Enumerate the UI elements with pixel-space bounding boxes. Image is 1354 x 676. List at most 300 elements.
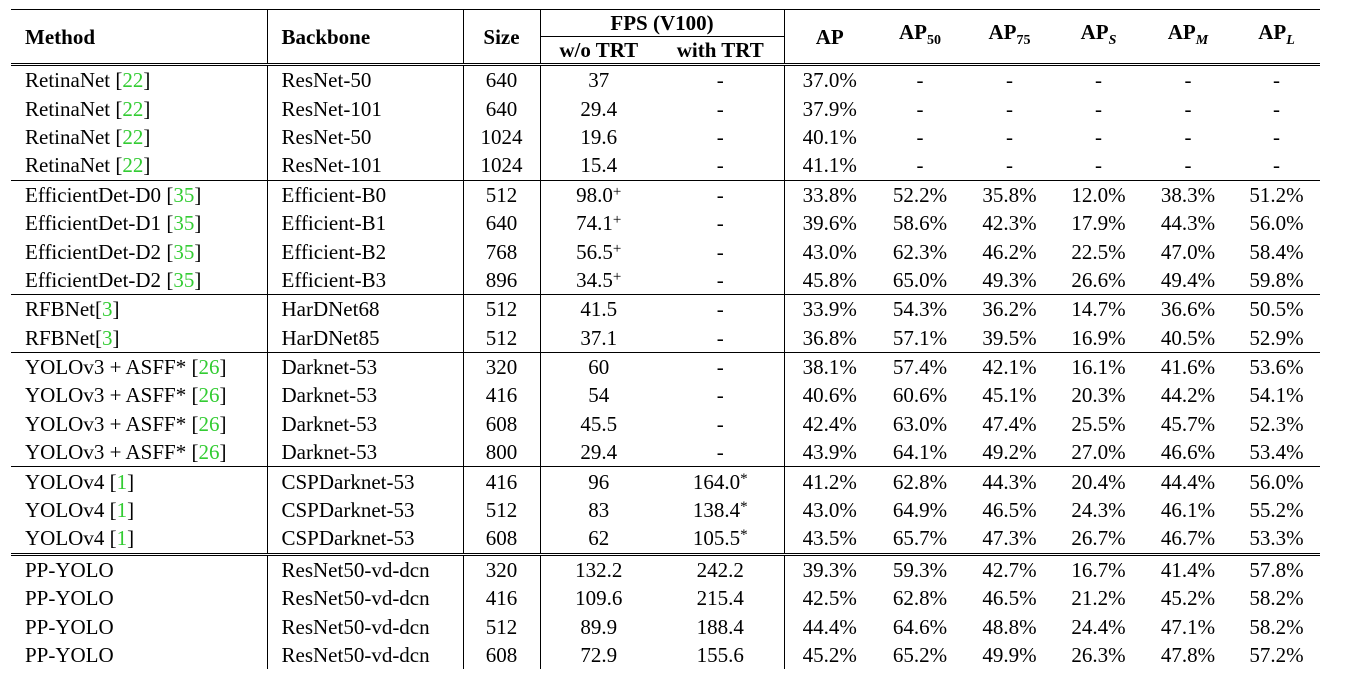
- aps-cell: [1054, 467, 1143, 496]
- fps-wo-trt-value: 37: [588, 68, 610, 93]
- fps-with-trt-value: -: [716, 440, 724, 465]
- header-backbone: Backbone: [267, 10, 463, 65]
- ap-value: 37.9%: [802, 96, 857, 121]
- apm-cell: [1143, 612, 1233, 640]
- ap75-cell: [965, 467, 1054, 496]
- ap-cell: [784, 65, 875, 95]
- apl-value: 58.2%: [1249, 614, 1304, 639]
- table-row: [11, 584, 1320, 612]
- backbone-cell: [267, 612, 463, 640]
- apm-value: 44.4%: [1160, 469, 1216, 494]
- method-cell: RFBNet[3]: [11, 324, 267, 353]
- citation-link[interactable]: 35: [173, 211, 195, 236]
- apm-value: 36.6%: [1160, 297, 1216, 322]
- fps-wo-trt-cell: [540, 266, 657, 295]
- ap75-value: 46.2%: [982, 239, 1037, 264]
- ap75-cell: [965, 584, 1054, 612]
- ap-cell: [784, 612, 875, 640]
- ap50-cell: [875, 524, 965, 554]
- apl-cell: [1233, 237, 1320, 265]
- fps-wo-trt-value: 98.0: [576, 182, 613, 207]
- method-name: EfficientDet-D2: [25, 239, 162, 264]
- table-row: [11, 352, 1320, 381]
- citation-link[interactable]: 35: [173, 239, 195, 264]
- ap-cell: [784, 584, 875, 612]
- fps-with-trt-cell: [657, 410, 784, 438]
- citation-link[interactable]: 1: [116, 498, 128, 523]
- ap75-cell: [965, 352, 1054, 381]
- size-value: 768: [485, 239, 518, 264]
- table-row: [11, 641, 1320, 669]
- table-row: [11, 266, 1320, 295]
- fps-wo-trt-value: 34.5: [576, 267, 613, 292]
- ap75-value: 44.3%: [982, 469, 1037, 494]
- method-name: RFBNet: [25, 297, 96, 322]
- aps-value: 21.2%: [1071, 586, 1126, 611]
- apm-cell: [1143, 641, 1233, 669]
- fps-with-trt-value: 138.4: [692, 498, 741, 523]
- ap-cell: [784, 467, 875, 496]
- method-name: YOLOv4: [25, 469, 105, 494]
- apm-cell: [1143, 324, 1233, 353]
- fps-wo-trt-cell: [540, 209, 657, 237]
- backbone-cell: [267, 584, 463, 612]
- header-ap75: $AP_{75}$: [965, 10, 1054, 65]
- size-value: 512: [485, 182, 518, 207]
- method-name: EfficientDet-D0: [25, 182, 162, 207]
- ap-value: 33.8%: [802, 182, 857, 207]
- fps-wo-trt-cell: [540, 496, 657, 524]
- ap-cell: [784, 641, 875, 669]
- apl-value: -: [1273, 68, 1280, 93]
- ap-cell: [784, 266, 875, 295]
- ap75-value: 49.3%: [982, 267, 1037, 292]
- citation-link[interactable]: 1: [116, 526, 128, 551]
- fps-with-trt-cell: [657, 381, 784, 409]
- fps-wo-trt-value: 19.6: [580, 124, 618, 149]
- apl-cell: [1233, 410, 1320, 438]
- fps-wo-trt-cell: [540, 410, 657, 438]
- fps-with-trt-value: -: [716, 267, 724, 292]
- apm-value: 46.7%: [1160, 526, 1216, 551]
- table-row: [11, 151, 1320, 180]
- method-cell: [11, 641, 267, 669]
- apm-value: 49.4%: [1160, 267, 1216, 292]
- apm-cell: [1143, 295, 1233, 324]
- fps-with-trt-value: 188.4: [696, 614, 744, 639]
- ap75-cell: [965, 266, 1054, 295]
- citation-link[interactable]: 26: [198, 383, 220, 408]
- ap50-cell: [875, 266, 965, 295]
- size-cell: [463, 584, 540, 612]
- ap50-value: 59.3%: [892, 557, 948, 582]
- apm-cell: [1143, 438, 1233, 467]
- fps-mark: *: [740, 527, 748, 544]
- backbone-cell: [267, 151, 463, 180]
- size-cell: [463, 237, 540, 265]
- fps-with-trt-cell: [657, 584, 784, 612]
- backbone-cell: [267, 524, 463, 554]
- fps-with-trt-value: 215.4: [696, 586, 744, 611]
- ap50-value: 58.6%: [892, 211, 948, 236]
- size-cell: [463, 496, 540, 524]
- fps-wo-trt-cell: [540, 381, 657, 409]
- table-row: [11, 410, 1320, 438]
- backbone-cell: [267, 295, 463, 324]
- ap-cell: [784, 554, 875, 584]
- size-cell: [463, 467, 540, 496]
- method-name: PP-YOLO: [25, 557, 114, 582]
- table-row: [11, 180, 1320, 209]
- ap75-cell: [965, 381, 1054, 409]
- citation-link[interactable]: 35: [173, 182, 195, 207]
- fps-wo-trt-cell: [540, 467, 657, 496]
- citation-link[interactable]: 3: [102, 297, 113, 322]
- apm-cell: [1143, 381, 1233, 409]
- method-name: YOLOv4: [25, 526, 105, 551]
- backbone-cell: [267, 266, 463, 295]
- fps-wo-trt-cell: [540, 324, 657, 353]
- apm-value: -: [1184, 96, 1192, 121]
- table-row: [11, 209, 1320, 237]
- backbone-value: Efficient-B0: [281, 182, 387, 207]
- ap50-value: 64.1%: [892, 440, 948, 465]
- table-row: [11, 237, 1320, 265]
- aps-cell: [1054, 209, 1143, 237]
- apl-value: 58.2%: [1249, 586, 1304, 611]
- aps-cell: [1054, 324, 1143, 353]
- backbone-value: Efficient-B3: [281, 267, 387, 292]
- method-name: YOLOv4: [25, 498, 105, 523]
- ap-cell: [784, 496, 875, 524]
- aps-cell: [1054, 266, 1143, 295]
- ap-cell: [784, 324, 875, 353]
- fps-wo-trt-cell: [540, 151, 657, 180]
- ap50-cell: [875, 584, 965, 612]
- ap75-value: 49.2%: [982, 440, 1037, 465]
- method-cell: RetinaNet [22]: [11, 65, 267, 95]
- ap-value: 41.2%: [802, 469, 857, 494]
- method-name: RFBNet: [25, 325, 96, 350]
- method-cell: YOLOv3 + ASFF* [26]: [11, 381, 267, 409]
- ap50-cell: [875, 324, 965, 353]
- size-cell: [463, 65, 540, 95]
- method-name: YOLOv3 + ASFF*: [25, 355, 187, 380]
- method-name: YOLOv3 + ASFF*: [25, 383, 187, 408]
- backbone-value: Darknet-53: [281, 440, 378, 465]
- citation-link[interactable]: 26: [198, 440, 220, 465]
- fps-with-trt-value: -: [716, 239, 724, 264]
- fps-with-trt-cell: [657, 496, 784, 524]
- ap75-cell: [965, 180, 1054, 209]
- size-cell: [463, 151, 540, 180]
- table-row: [11, 123, 1320, 151]
- ap50-cell: [875, 65, 965, 95]
- apl-cell: [1233, 65, 1320, 95]
- size-cell: [463, 554, 540, 584]
- method-cell: RetinaNet [22]: [11, 123, 267, 151]
- backbone-value: ResNet-50: [281, 68, 372, 93]
- fps-wo-trt-cell: [540, 524, 657, 554]
- method-name: PP-YOLO: [25, 643, 114, 667]
- fps-mark: +: [612, 240, 622, 257]
- apm-cell: [1143, 94, 1233, 122]
- apm-value: 41.4%: [1160, 557, 1216, 582]
- ap75-value: 46.5%: [982, 498, 1037, 523]
- aps-cell: [1054, 151, 1143, 180]
- fps-with-trt-cell: [657, 352, 784, 381]
- ap50-cell: [875, 237, 965, 265]
- size-value: 416: [485, 383, 518, 408]
- ap50-cell: [875, 209, 965, 237]
- fps-with-trt-cell: [657, 438, 784, 467]
- method-cell: RetinaNet [22]: [11, 94, 267, 122]
- ap75-value: 49.9%: [982, 643, 1037, 667]
- apm-value: 46.1%: [1160, 498, 1216, 523]
- ap75-cell: [965, 496, 1054, 524]
- citation-link[interactable]: 26: [198, 411, 220, 436]
- fps-with-trt-value: -: [716, 325, 724, 350]
- ap-value: 45.8%: [802, 267, 857, 292]
- method-name: YOLOv3 + ASFF*: [25, 440, 187, 465]
- fps-wo-trt-value: 29.4: [580, 96, 618, 121]
- fps-wo-trt-cell: [540, 352, 657, 381]
- ap75-cell: [965, 641, 1054, 669]
- ap75-value: 42.7%: [982, 557, 1037, 582]
- fps-mark: *: [740, 470, 748, 487]
- ap-cell: [784, 94, 875, 122]
- ap75-value: -: [1006, 124, 1013, 149]
- aps-value: 17.9%: [1071, 211, 1126, 236]
- size-cell: [463, 94, 540, 122]
- fps-wo-trt-cell: [540, 295, 657, 324]
- ap-cell: [784, 295, 875, 324]
- fps-wo-trt-value: 56.5: [576, 239, 613, 264]
- ap75-cell: [965, 151, 1054, 180]
- apl-cell: [1233, 381, 1320, 409]
- apl-value: 56.0%: [1249, 211, 1304, 236]
- apl-value: 58.4%: [1249, 239, 1304, 264]
- ap50-value: -: [916, 124, 924, 149]
- table-row: [11, 496, 1320, 524]
- aps-value: 16.1%: [1071, 355, 1126, 380]
- method-cell: YOLOv3 + ASFF* [26]: [11, 438, 267, 467]
- apl-value: 51.2%: [1249, 182, 1304, 207]
- size-value: 896: [485, 267, 518, 292]
- method-name: PP-YOLO: [25, 586, 114, 611]
- method-name: RetinaNet: [25, 124, 111, 149]
- method-cell: YOLOv4 [1]: [11, 496, 267, 524]
- aps-cell: [1054, 438, 1143, 467]
- apl-cell: [1233, 467, 1320, 496]
- apm-cell: [1143, 123, 1233, 151]
- table-row: [11, 467, 1320, 496]
- apm-value: 44.2%: [1160, 383, 1216, 408]
- aps-value: -: [1095, 96, 1102, 121]
- ap75-value: 45.1%: [982, 383, 1037, 408]
- aps-value: 12.0%: [1071, 182, 1126, 207]
- fps-with-trt-cell: [657, 151, 784, 180]
- fps-wo-trt-value: 45.5: [580, 411, 618, 436]
- ap50-value: 65.7%: [892, 526, 948, 551]
- fps-with-trt-cell: [657, 295, 784, 324]
- citation-link[interactable]: 35: [173, 267, 195, 292]
- backbone-value: Darknet-53: [281, 383, 378, 408]
- ap75-cell: [965, 524, 1054, 554]
- ap75-value: 47.4%: [982, 411, 1037, 436]
- ap-value: 43.0%: [802, 498, 857, 523]
- ap-cell: [784, 237, 875, 265]
- apl-cell: [1233, 151, 1320, 180]
- ap-value: 38.1%: [802, 355, 857, 380]
- ap50-cell: [875, 151, 965, 180]
- ap50-value: 60.6%: [892, 383, 948, 408]
- citation-link[interactable]: 1: [116, 469, 128, 494]
- citation-link[interactable]: 22: [122, 96, 144, 121]
- aps-value: 14.7%: [1071, 297, 1126, 322]
- fps-with-trt-cell: [657, 180, 784, 209]
- apl-cell: [1233, 352, 1320, 381]
- size-cell: [463, 524, 540, 554]
- ap50-value: 52.2%: [892, 182, 948, 207]
- table-row: [11, 524, 1320, 554]
- fps-with-trt-cell: [657, 123, 784, 151]
- ap75-value: 46.5%: [982, 586, 1037, 611]
- fps-mark: *: [740, 499, 748, 516]
- fps-wo-trt-cell: [540, 180, 657, 209]
- aps-cell: [1054, 123, 1143, 151]
- citation-link[interactable]: 3: [102, 325, 113, 350]
- ap50-value: 57.1%: [892, 325, 948, 350]
- backbone-value: ResNet-50: [281, 124, 372, 149]
- apl-cell: [1233, 554, 1320, 584]
- ap75-value: 47.3%: [982, 526, 1037, 551]
- fps-wo-trt-cell: [540, 554, 657, 584]
- table-row: [11, 295, 1320, 324]
- ap50-cell: [875, 94, 965, 122]
- fps-with-trt-cell: [657, 554, 784, 584]
- backbone-value: Efficient-B1: [281, 211, 387, 236]
- ap-cell: [784, 151, 875, 180]
- backbone-cell: [267, 410, 463, 438]
- fps-with-trt-cell: [657, 467, 784, 496]
- header-fps-group: FPS (V100): [540, 10, 784, 37]
- header-apl: $AP_L$: [1233, 10, 1320, 65]
- apl-cell: [1233, 524, 1320, 554]
- aps-value: 26.3%: [1071, 643, 1126, 667]
- apm-cell: [1143, 266, 1233, 295]
- apm-cell: [1143, 554, 1233, 584]
- apl-cell: [1233, 295, 1320, 324]
- ap75-value: 42.3%: [982, 211, 1037, 236]
- ap50-cell: [875, 554, 965, 584]
- backbone-value: CSPDarknet-53: [281, 469, 415, 494]
- apm-value: 45.7%: [1160, 411, 1216, 436]
- aps-cell: [1054, 65, 1143, 95]
- apm-value: 40.5%: [1160, 325, 1216, 350]
- size-value: 640: [485, 211, 518, 236]
- aps-cell: [1054, 381, 1143, 409]
- ap-value: 36.8%: [802, 325, 857, 350]
- backbone-cell: [267, 324, 463, 353]
- aps-cell: [1054, 237, 1143, 265]
- fps-with-trt-value: 155.6: [696, 643, 744, 667]
- method-name: EfficientDet-D2: [25, 267, 162, 292]
- ap75-cell: [965, 438, 1054, 467]
- fps-wo-trt-value: 37.1: [580, 325, 618, 350]
- apm-value: 45.2%: [1160, 586, 1216, 611]
- fps-with-trt-value: -: [716, 124, 724, 149]
- fps-with-trt-value: -: [716, 297, 724, 322]
- citation-link[interactable]: 26: [198, 355, 220, 380]
- method-cell: EfficientDet-D2 [35]: [11, 266, 267, 295]
- apl-value: 53.6%: [1249, 355, 1304, 380]
- size-cell: [463, 295, 540, 324]
- size-value: 320: [485, 355, 518, 380]
- apl-value: 50.5%: [1249, 297, 1304, 322]
- ap50-value: 64.6%: [892, 614, 948, 639]
- fps-with-trt-value: 105.5: [692, 526, 741, 551]
- size-value: 800: [485, 440, 518, 465]
- ap75-cell: [965, 237, 1054, 265]
- fps-with-trt-value: -: [716, 211, 724, 236]
- backbone-value: ResNet50-vd-dcn: [281, 586, 430, 611]
- backbone-cell: [267, 496, 463, 524]
- table-row: [11, 438, 1320, 467]
- apl-value: 52.9%: [1249, 325, 1304, 350]
- method-name: PP-YOLO: [25, 614, 114, 639]
- backbone-cell: [267, 467, 463, 496]
- apl-value: 57.2%: [1249, 643, 1304, 667]
- apl-value: -: [1273, 96, 1280, 121]
- backbone-cell: [267, 94, 463, 122]
- backbone-value: ResNet50-vd-dcn: [281, 614, 430, 639]
- ap75-value: -: [1006, 68, 1013, 93]
- method-cell: [11, 554, 267, 584]
- fps-with-trt-cell: [657, 324, 784, 353]
- backbone-cell: [267, 352, 463, 381]
- fps-wo-trt-value: 62: [588, 526, 610, 551]
- apl-value: 54.1%: [1249, 383, 1304, 408]
- fps-with-trt-value: -: [716, 182, 724, 207]
- ap75-cell: [965, 324, 1054, 353]
- aps-cell: [1054, 524, 1143, 554]
- ap50-value: 54.3%: [892, 297, 948, 322]
- ap50-cell: [875, 641, 965, 669]
- header-fps-with-trt: with TRT: [657, 37, 784, 65]
- citation-link[interactable]: 22: [122, 153, 144, 178]
- backbone-cell: [267, 438, 463, 467]
- citation-link[interactable]: 22: [122, 124, 144, 149]
- ap50-value: 57.4%: [892, 355, 948, 380]
- backbone-value: HarDNet85: [281, 325, 380, 350]
- ap50-cell: [875, 180, 965, 209]
- results-table: [11, 9, 1320, 669]
- ap-cell: [784, 410, 875, 438]
- size-value: 512: [485, 614, 518, 639]
- fps-wo-trt-cell: [540, 65, 657, 95]
- size-value: 608: [485, 526, 518, 551]
- ap50-cell: [875, 295, 965, 324]
- fps-wo-trt-cell: [540, 641, 657, 669]
- ap50-value: 65.0%: [892, 267, 948, 292]
- apm-value: 44.3%: [1160, 211, 1216, 236]
- aps-cell: [1054, 352, 1143, 381]
- citation-link[interactable]: 22: [122, 68, 144, 93]
- apl-value: 55.2%: [1249, 498, 1304, 523]
- method-cell: EfficientDet-D2 [35]: [11, 237, 267, 265]
- aps-value: 27.0%: [1071, 440, 1126, 465]
